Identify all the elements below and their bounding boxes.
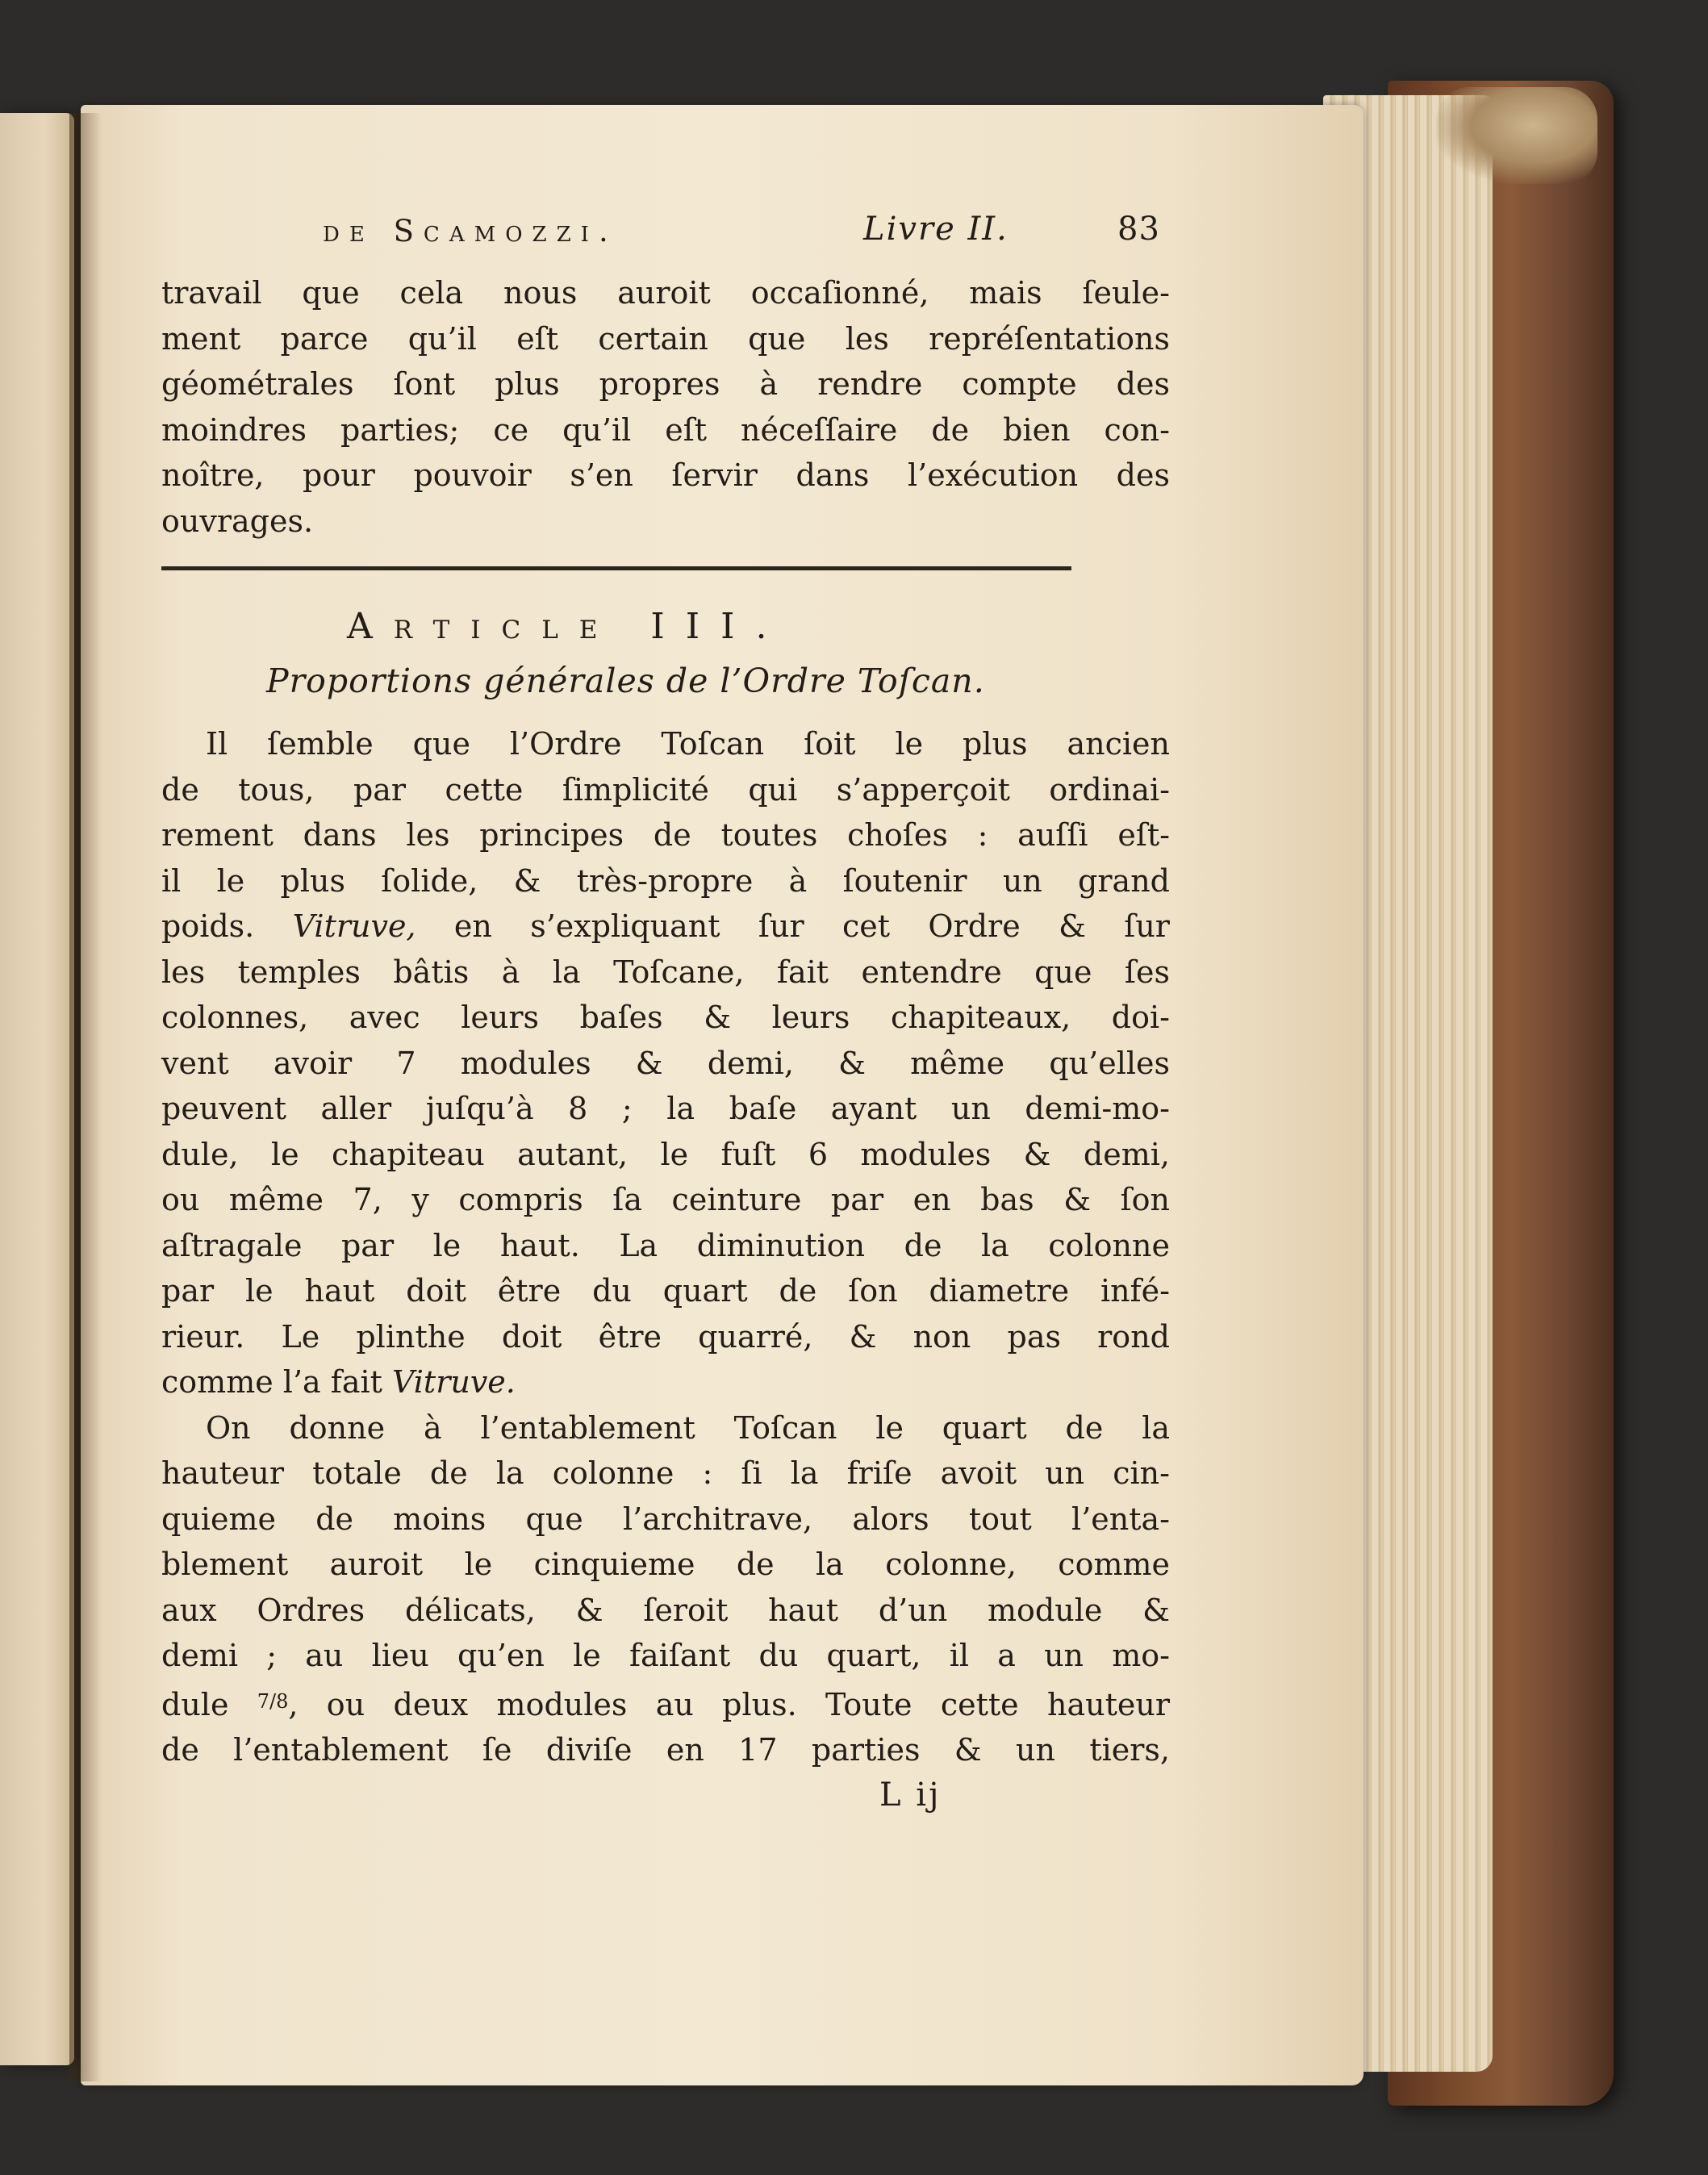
article-subtitle: Proportions générales de l’Ordre Toſcan. bbox=[266, 662, 985, 700]
facing-page-edge bbox=[0, 113, 74, 2065]
text-line: demi ; au lieu qu’en le faiſant du quart, il a un mo- bbox=[161, 1638, 1170, 1673]
paragraph-1 bbox=[161, 721, 1170, 1405]
paragraph-2 bbox=[161, 1405, 1170, 1773]
text-line: ou même 7, y compris ſa ceinture par en bas & ſon bbox=[161, 1182, 1170, 1217]
text-line: aſtragale par le haut. La diminution de la colonne bbox=[161, 1227, 1170, 1263]
book-page bbox=[81, 105, 1363, 2085]
author-name-italic: Vitruve, bbox=[292, 908, 416, 944]
running-head-title: Livre II. bbox=[863, 211, 1009, 248]
text-run: comme l’a fait bbox=[161, 1364, 382, 1400]
text-line: quieme de moins que l’architrave, alors tout l’enta- bbox=[161, 1501, 1170, 1537]
author-name-italic: Vitruve. bbox=[392, 1364, 516, 1400]
text-run: poids. bbox=[161, 908, 255, 944]
text-line: dule, le chapiteau autant, le fuſt 6 modules & demi, bbox=[161, 1136, 1170, 1172]
text-line: hauteur totale de la colonne : ſi la friſe avoit un cin- bbox=[161, 1455, 1170, 1491]
text-line bbox=[161, 904, 1170, 950]
fraction: 7/8 bbox=[257, 1689, 289, 1713]
gutter-shadow bbox=[69, 113, 102, 2081]
running-head bbox=[161, 206, 1170, 270]
page-number: 83 bbox=[1117, 211, 1160, 248]
text-line bbox=[161, 1679, 1170, 1728]
text-line: On donne à l’entablement Toſcan le quart de la bbox=[206, 1409, 1170, 1446]
text-run: dule bbox=[161, 1686, 229, 1722]
text-line: rieur. Le plinthe doit être quarré, & non pas rond bbox=[161, 1318, 1170, 1355]
text-line: par le haut doit être du quart de ſon diametre infé- bbox=[161, 1273, 1170, 1309]
intro-paragraph bbox=[161, 270, 1170, 544]
text-line bbox=[161, 1359, 1170, 1405]
text-line: ouvrages. bbox=[161, 503, 314, 539]
text-line: il le plus ſolide, & très-propre à ſoutenir un grand bbox=[161, 862, 1170, 899]
text-line: rement dans les principes de toutes choſes : auſſi eſt- bbox=[161, 817, 1170, 853]
text-line: de tous, par cette ſimplicité qui s’apperçoit ordinai- bbox=[161, 771, 1170, 808]
text-line: ment parce qu’il eſt certain que les repréſentations bbox=[161, 320, 1170, 357]
text-line: Il ſemble que l’Ordre Toſcan ſoit le plus ancien bbox=[206, 726, 1170, 762]
text-line: noître, pour pouvoir s’en ſervir dans l’exécution des bbox=[161, 457, 1170, 493]
text-run: , ou deux modules au plus. Toute cette hauteur bbox=[288, 1686, 1170, 1722]
catchword-signature: L ij bbox=[879, 1776, 942, 1814]
section-rule bbox=[161, 566, 1071, 570]
worn-cover-corner bbox=[1436, 87, 1597, 184]
text-line: aux Ordres délicats, & ſeroit haut d’un module & bbox=[161, 1592, 1170, 1628]
text-line: moindres parties; ce qu’il eſt néceſſaire de bien con- bbox=[161, 411, 1170, 448]
text-block bbox=[161, 206, 1170, 1814]
article-heading: Article III. bbox=[347, 606, 788, 647]
text-line: de l’entablement ſe diviſe en 17 parties & un tiers, bbox=[161, 1732, 1170, 1768]
text-line: vent avoir 7 modules & demi, & même qu’elles bbox=[161, 1045, 1170, 1081]
text-line: blement auroit le cinquieme de la colonne, comme bbox=[161, 1547, 1170, 1582]
text-line: peuvent aller juſqu’à 8 ; la baſe ayant un demi-mo- bbox=[161, 1091, 1170, 1126]
text-line: les temples bâtis à la Toſcane, fait entendre que ſes bbox=[161, 954, 1170, 990]
text-run: en s’expliquant ſur cet Ordre & ſur bbox=[453, 908, 1170, 944]
text-line: géométrales ſont plus propres à rendre compte des bbox=[161, 366, 1170, 402]
text-line: colonnes, avec leurs baſes & leurs chapiteaux, doi- bbox=[161, 1000, 1170, 1035]
text-line: travail que cela nous auroit occaſionné, mais ſeule- bbox=[161, 275, 1170, 311]
running-head-author: de Scamozzi. bbox=[323, 214, 618, 248]
